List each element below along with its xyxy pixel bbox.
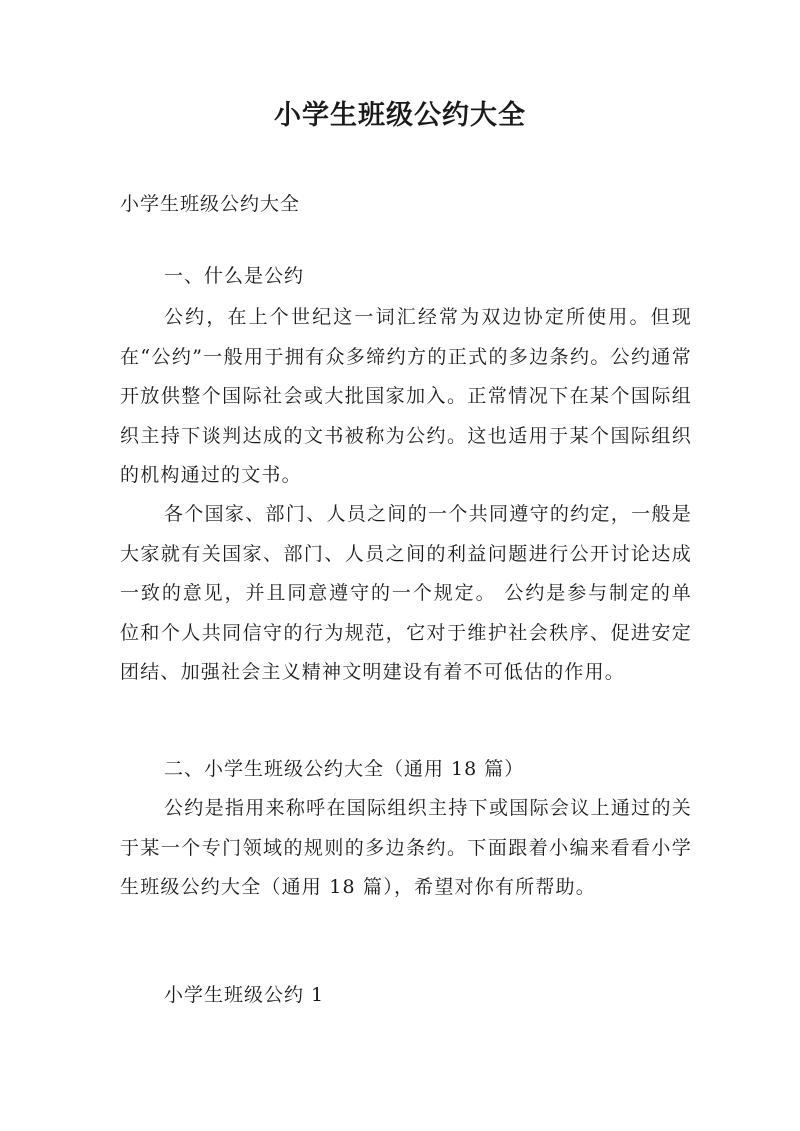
paragraph-class-conventions-intro: 公约是指用来称呼在国际组织主持下或国际会议上通过的关于某一个专门领域的规则的多边条约。下面跟着小编来看看小学生班级公约大全（通用 18 篇），希望对你有所帮助。 <box>120 797 692 898</box>
document-title: 小学生班级公约大全 <box>274 100 526 131</box>
section-heading-what-is-convention: 一、什么是公约 <box>164 265 305 287</box>
document-subtitle: 小学生班级公约大全 <box>120 193 301 215</box>
paragraph-convention-explanation: 各个国家、部门、人员之间的一个共同遵守的约定，一般是大家就有关国家、部门、人员之间的利益问题进行公开讨论达成一致的意见，并且同意遵守的一个规定。 公约是参与制定的单位和个人共同信守的行为规范，它对于维护社会秩序、促进安定团结、加强社会主义精神文明建设有着不可低估的作用。 <box>120 503 692 683</box>
paragraph-convention-definition: 公约，在上个世纪这一词汇经常为双边协定所使用。但现在“公约”一般用于拥有众多缔约方的正式的多边条约。公约通常开放供整个国际社会或大批国家加入。正常情况下在某个国际组织主持下谈判达成的文书被称为公约。这也适用于某个国际组织的机构通过的文书。 <box>120 306 692 486</box>
section-heading-class-conventions: 二、小学生班级公约大全（通用 18 篇） <box>164 758 525 780</box>
section-heading-convention-1: 小学生班级公约 1 <box>164 984 325 1006</box>
